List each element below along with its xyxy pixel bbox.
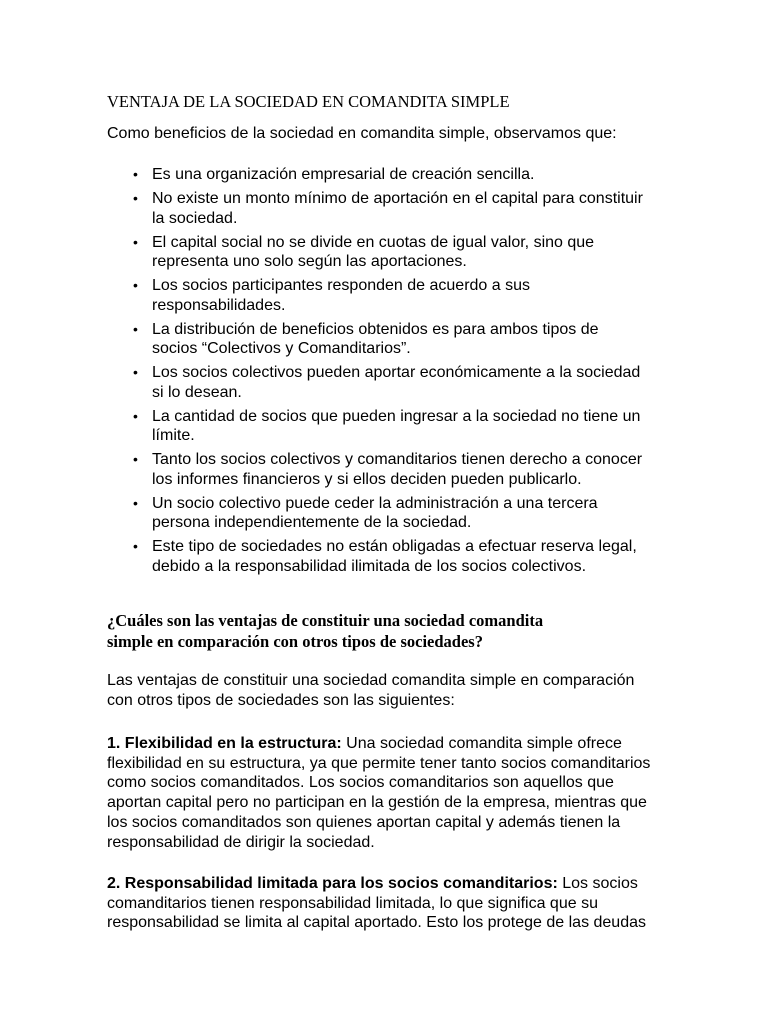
point-2-paragraph	[107, 874, 687, 933]
point-1-paragraph	[107, 734, 687, 852]
list-item	[130, 189, 690, 228]
list-item-text: La cantidad de socios que pueden ingresar a la sociedad no tiene un límite.	[152, 407, 641, 444]
answer-intro-paragraph: Las ventajas de constituir una sociedad comandita simple en comparación con otros tipos de sociedades son las siguientes:	[107, 672, 635, 709]
list-item	[130, 450, 690, 489]
section-heading: ¿Cuáles son las ventajas de constituir una sociedad comandita simple en comparación con otros tipos de sociedades?	[107, 611, 544, 651]
list-item-text: La distribución de beneficios obtenidos es para ambos tipos de socios “Colectivos y Comanditarios”.	[152, 320, 599, 357]
list-item-text: Un socio colectivo puede ceder la administración a una tercera persona independientemente de la sociedad.	[152, 494, 598, 531]
list-item-text: No existe un monto mínimo de aportación en el capital para constituir la sociedad.	[152, 190, 643, 227]
list-item	[130, 320, 690, 359]
bullet-icon: •	[133, 277, 138, 293]
bullet-icon: •	[133, 407, 138, 424]
list-item	[130, 494, 690, 533]
list-item	[130, 165, 690, 185]
bullet-icon: •	[133, 190, 138, 206]
list-item	[130, 363, 690, 402]
bullet-icon: •	[133, 538, 138, 554]
list-item	[130, 276, 690, 315]
point-1-text: Una sociedad comandita simple ofrece flexibilidad en su estructura, ya que permite tener tanto socios comanditarios como socios comanditados. Los socios comanditarios son aquellos que aportan capital pero no participan en la gestión de la empresa, mientras que los socios comanditados son quienes aportan capital y además tienen la responsabilidad de dirigir la sociedad.	[107, 735, 651, 851]
point-2-text: Los socios comanditarios tienen responsabilidad limitada, lo que significa que su responsabilidad se limita al capital aportado. Esto los protege de las deudas	[107, 875, 646, 932]
list-item-text: Los socios participantes responden de acuerdo a sus responsabilidades.	[152, 277, 531, 314]
bullet-icon: •	[133, 166, 138, 182]
bullet-icon: •	[133, 494, 138, 511]
bullet-icon: •	[133, 364, 138, 380]
list-item-text: Los socios colectivos pueden aportar económicamente a la sociedad si lo desean.	[152, 364, 641, 401]
list-item-text: El capital social no se divide en cuotas de igual valor, sino que representa uno solo según las aportaciones.	[152, 233, 595, 270]
intro-paragraph: Como beneficios de la sociedad en comandita simple, observamos que:	[107, 125, 617, 142]
bullet-icon: •	[133, 451, 138, 467]
list-item	[130, 407, 690, 446]
bullet-icon: •	[133, 320, 138, 337]
list-item	[130, 233, 690, 272]
bullet-icon: •	[133, 233, 138, 250]
list-item-text: Este tipo de sociedades no están obligadas a efectuar reserva legal, debido a la responsabilidad ilimitada de los socios colectivos.	[152, 538, 637, 575]
point-2-heading: 2. Responsabilidad limitada para los socios comanditarios:	[107, 875, 558, 892]
point-1-heading: 1. Flexibilidad en la estructura:	[107, 735, 342, 752]
benefits-list	[130, 165, 690, 581]
list-item-text: Es una organización empresarial de creación sencilla.	[152, 166, 535, 183]
document-title: VENTAJA DE LA SOCIEDAD EN COMANDITA SIMPLE	[107, 92, 510, 111]
list-item	[130, 537, 690, 576]
list-item-text: Tanto los socios colectivos y comanditarios tienen derecho a conocer los informes financieros y si ellos deciden pueden publicarlo.	[152, 451, 643, 488]
